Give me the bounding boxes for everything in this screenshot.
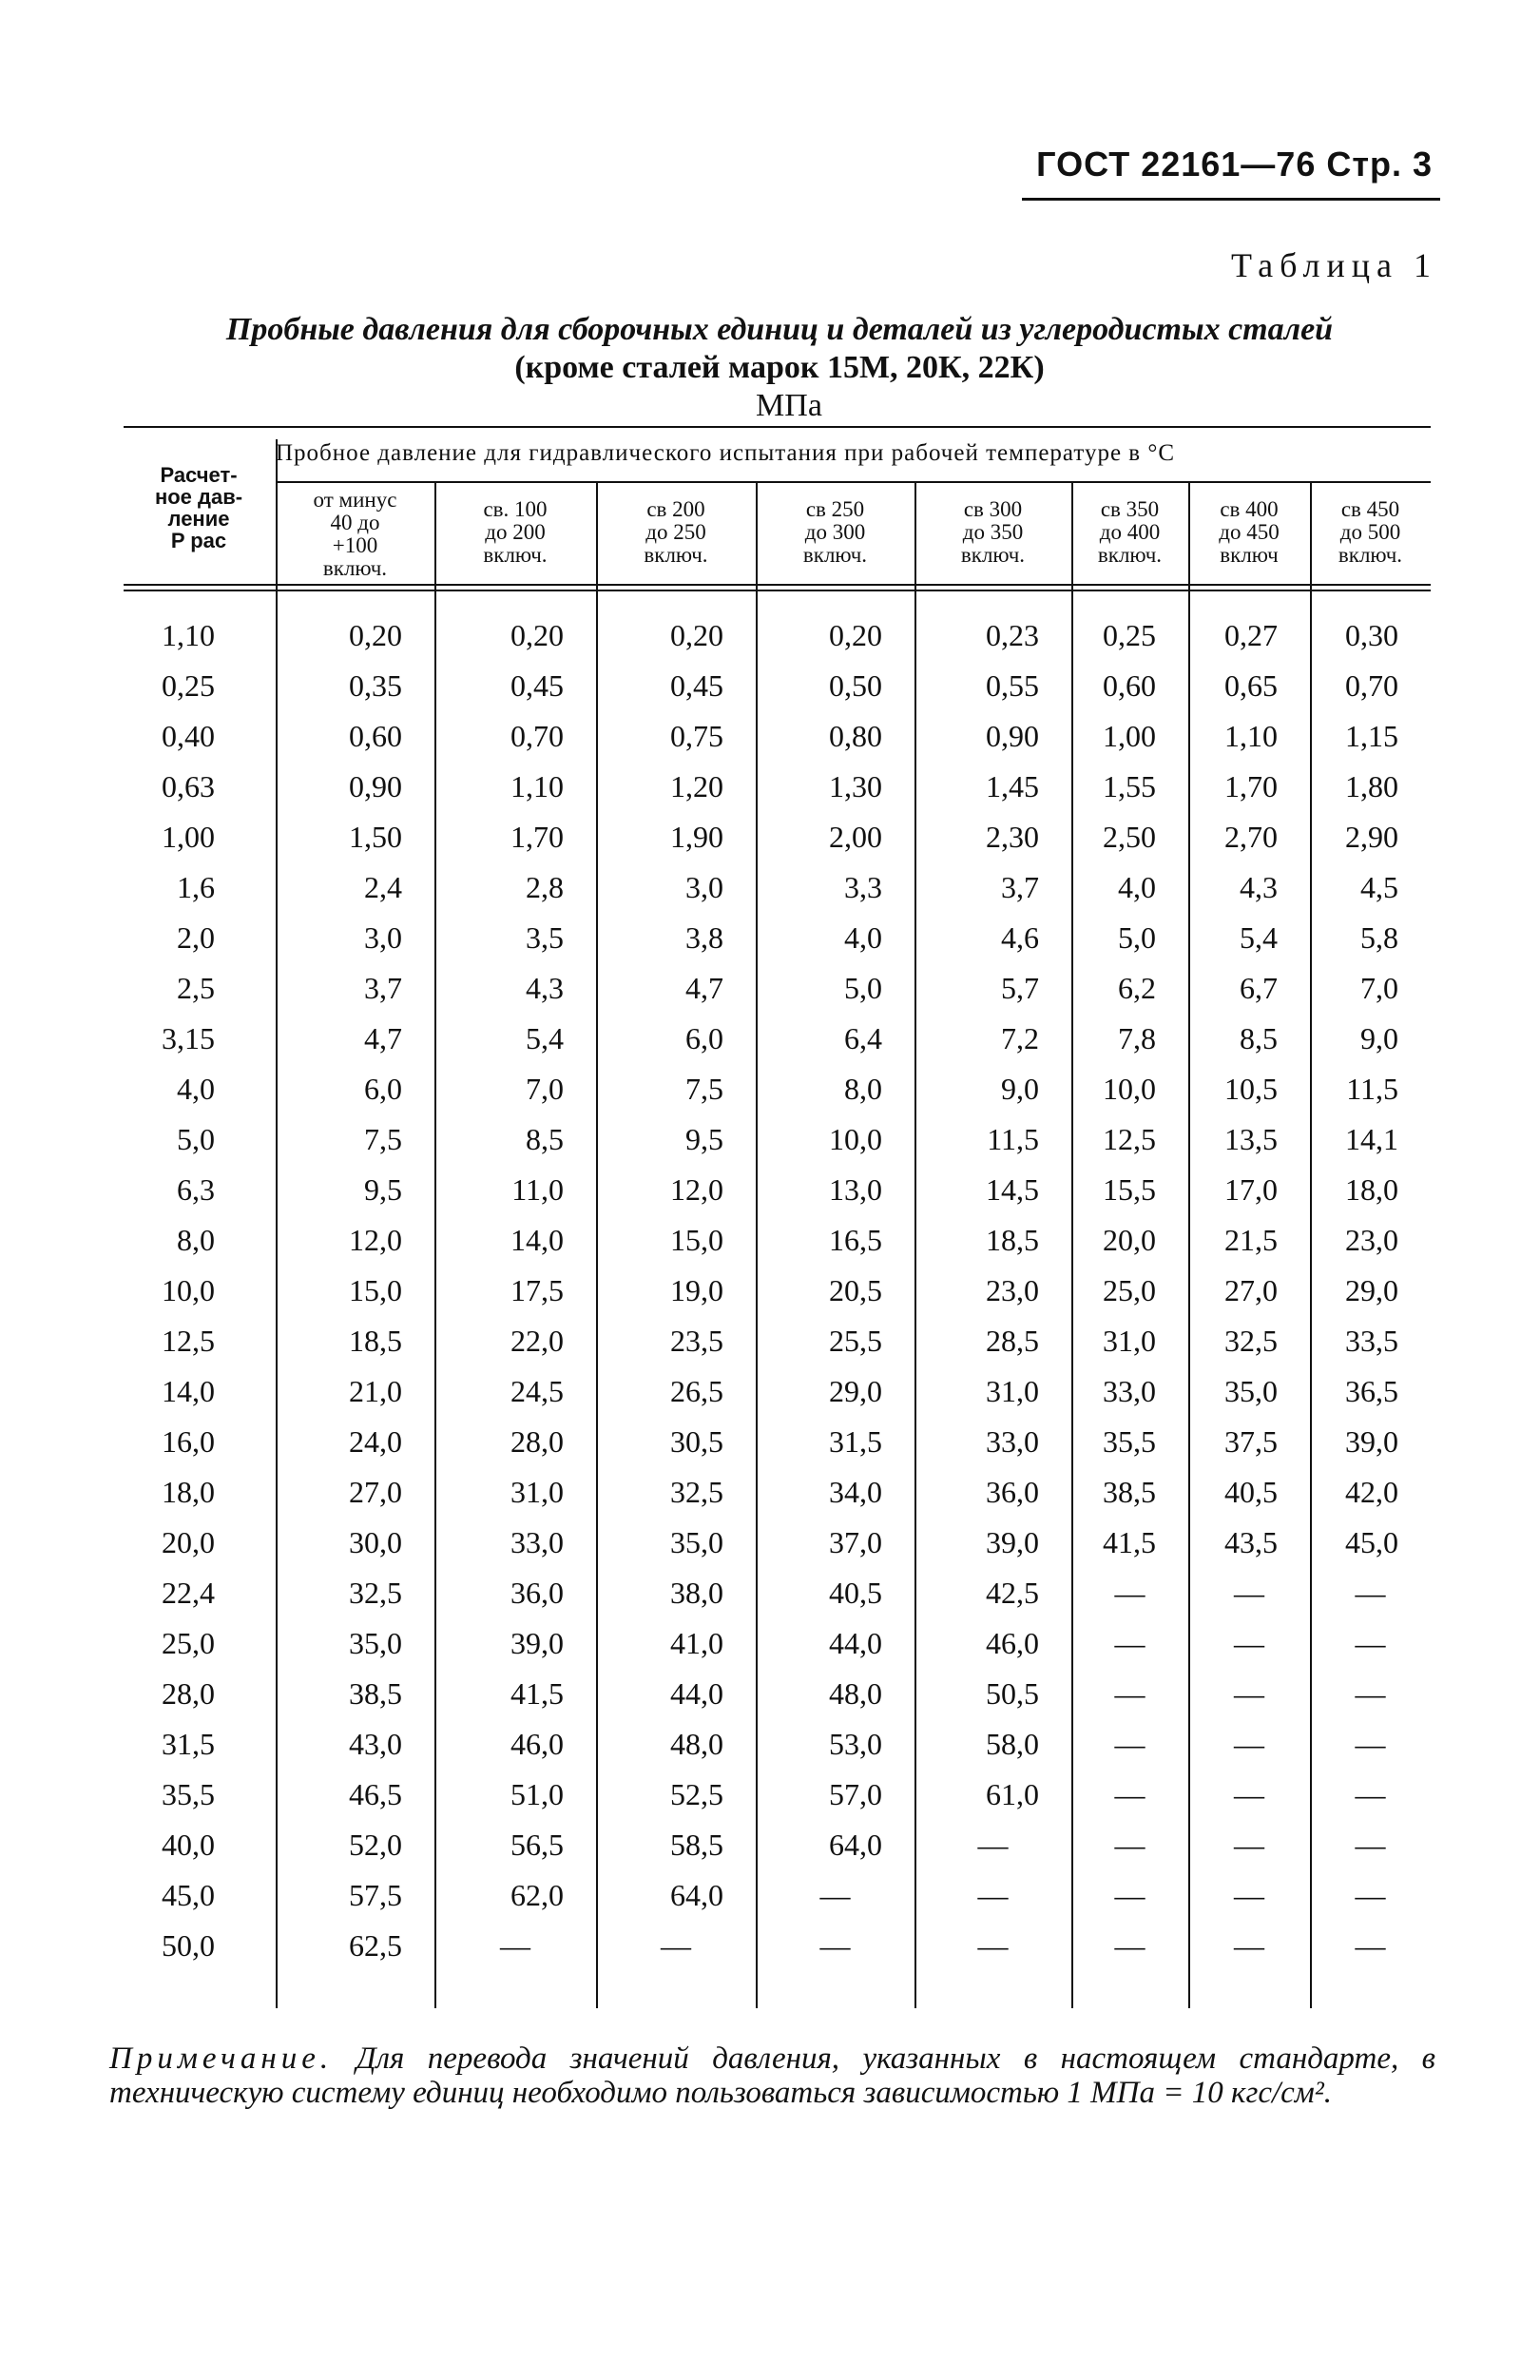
test-pressure-cell: — [1114, 1576, 1145, 1610]
test-pressure-cell: 7,8 [1118, 1021, 1156, 1055]
test-pressure-cell: 30,0 [349, 1525, 402, 1559]
test-pressure-cell: 14,1 [1345, 1122, 1398, 1156]
test-pressure-cell: 5,0 [844, 971, 882, 1005]
test-pressure-cell: 18,5 [986, 1223, 1039, 1257]
test-pressure-cell: 42,5 [986, 1576, 1039, 1610]
temp-header-line: св 300 [963, 497, 1023, 521]
calc-pressure-cell: 0,63 [162, 769, 215, 803]
test-pressure-cell: 38,5 [1103, 1475, 1156, 1509]
calc-pressure-cell: 12,5 [162, 1324, 215, 1358]
test-pressure-cell: 0,90 [986, 719, 1039, 753]
test-pressure-cell: 3,7 [364, 971, 402, 1005]
test-pressure-cell: 11,5 [1346, 1072, 1398, 1106]
test-pressure-cell: 43,5 [1224, 1525, 1278, 1559]
test-pressure-cell: 1,90 [670, 820, 723, 854]
test-pressure-cell: — [1114, 1828, 1145, 1862]
test-pressure-cell: 39,0 [986, 1525, 1039, 1559]
test-pressure-cell: 1,70 [510, 820, 564, 854]
document-header [1022, 143, 1440, 201]
test-pressure-cell: 1,10 [1224, 719, 1278, 753]
test-pressure-cell: 3,3 [844, 870, 882, 904]
test-pressure-cell: 17,0 [1224, 1172, 1278, 1207]
test-pressure-cell: 35,5 [1103, 1424, 1156, 1459]
test-pressure-cell: 10,0 [1103, 1072, 1156, 1106]
test-pressure-cell: 38,5 [349, 1676, 402, 1711]
test-pressure-cell: 39,0 [1345, 1424, 1398, 1459]
test-pressure-cell: — [1355, 1626, 1386, 1660]
temp-header-line: включ. [802, 543, 868, 568]
test-pressure-cell: 1,30 [829, 769, 882, 803]
test-pressure-cell: — [1234, 1928, 1264, 1963]
test-pressure-cell: 52,0 [349, 1828, 402, 1862]
table-title-line2: (кроме сталей марок 15М, 20К, 22К) [514, 350, 1045, 385]
test-pressure-cell: 8,5 [526, 1122, 564, 1156]
test-pressure-cell: 29,0 [1345, 1273, 1398, 1307]
test-pressure-cell: 1,50 [349, 820, 402, 854]
test-pressure-cell: 1,00 [1103, 719, 1156, 753]
test-pressure-cell: — [1114, 1676, 1145, 1711]
test-pressure-cell: 56,5 [510, 1828, 564, 1862]
test-pressure-cell: 64,0 [829, 1828, 882, 1862]
test-pressure-cell: 38,0 [670, 1576, 723, 1610]
test-pressure-cell: 20,5 [829, 1273, 882, 1307]
test-pressure-cell: 0,50 [829, 668, 882, 703]
calc-pressure-cell: 22,4 [162, 1576, 215, 1610]
test-pressure-cell: 32,5 [670, 1475, 723, 1509]
temp-column-header [598, 498, 754, 567]
test-pressure-cell: 21,5 [1224, 1223, 1278, 1257]
first-col-header-line: ление [167, 507, 230, 532]
test-pressure-cell: 15,0 [349, 1273, 402, 1307]
test-pressure-cell: 18,0 [1345, 1172, 1398, 1207]
test-pressure-cell: 0,55 [986, 668, 1039, 703]
test-pressure-cell: 39,0 [510, 1626, 564, 1660]
test-pressure-cell: 41,5 [1103, 1525, 1156, 1559]
test-pressure-cell: 3,5 [526, 920, 564, 955]
test-pressure-cell: — [1355, 1676, 1386, 1711]
test-pressure-cell: 4,0 [844, 920, 882, 955]
test-pressure-cell: 19,0 [670, 1273, 723, 1307]
test-pressure-cell: 64,0 [670, 1878, 723, 1912]
test-pressure-cell: 1,55 [1103, 769, 1156, 803]
temp-header-line: до 400 [1099, 520, 1161, 545]
pressure-table [124, 426, 1431, 2006]
table-title-line1: Пробные давления для сборочных единиц и деталей из углеродистых сталей [225, 312, 1334, 347]
test-pressure-cell: 3,8 [685, 920, 723, 955]
test-pressure-cell: 5,8 [1360, 920, 1398, 955]
header-bottom-rule [124, 584, 1431, 586]
test-pressure-cell: 46,0 [986, 1626, 1039, 1660]
test-pressure-cell: 23,0 [986, 1273, 1039, 1307]
test-pressure-cell: 0,35 [349, 668, 402, 703]
test-pressure-cell: 14,0 [510, 1223, 564, 1257]
test-pressure-cell: 57,5 [349, 1878, 402, 1912]
calc-pressure-cell: 14,0 [162, 1374, 215, 1408]
test-pressure-cell: 27,0 [349, 1475, 402, 1509]
test-pressure-cell: 0,70 [510, 719, 564, 753]
test-pressure-cell: 4,7 [685, 971, 723, 1005]
test-pressure-cell: 40,5 [829, 1576, 882, 1610]
test-pressure-cell: 4,5 [1360, 870, 1398, 904]
test-pressure-cell: — [977, 1828, 1009, 1862]
temp-header-line: включ. [1097, 543, 1163, 568]
calc-pressure-cell: 6,3 [177, 1172, 215, 1207]
test-pressure-cell: 0,23 [986, 618, 1039, 652]
test-pressure-cell: — [1234, 1576, 1264, 1610]
test-pressure-cell: 4,3 [1240, 870, 1278, 904]
test-pressure-cell: 44,0 [670, 1676, 723, 1711]
test-pressure-cell: 2,70 [1224, 820, 1278, 854]
temp-column-header [1312, 498, 1429, 567]
test-pressure-cell: 0,20 [349, 618, 402, 652]
test-pressure-cell: 1,20 [670, 769, 723, 803]
test-pressure-cell: 26,5 [670, 1374, 723, 1408]
temp-header-line: св 400 [1220, 497, 1279, 521]
temp-header-line: св. 100 [483, 497, 548, 521]
test-pressure-cell: 43,0 [349, 1727, 402, 1761]
temp-header-line: до 500 [1339, 520, 1401, 545]
calc-pressure-cell: 1,6 [177, 870, 215, 904]
temp-column-header [278, 489, 433, 581]
test-pressure-cell: — [819, 1878, 851, 1912]
test-pressure-cell: 1,45 [986, 769, 1039, 803]
test-pressure-cell: 57,0 [829, 1777, 882, 1811]
temp-header-line: включ. [483, 543, 548, 568]
test-pressure-span-header: Пробное давление для гидравлического испытания при рабочей температуре в °C [276, 440, 1176, 466]
test-pressure-cell: 46,0 [510, 1727, 564, 1761]
test-pressure-cell: 5,0 [1118, 920, 1156, 955]
test-pressure-cell: 30,5 [670, 1424, 723, 1459]
calc-pressure-cell: 35,5 [162, 1777, 215, 1811]
temp-header-line: до 250 [645, 520, 706, 545]
test-pressure-cell: — [1114, 1727, 1145, 1761]
test-pressure-cell: 11,5 [987, 1122, 1039, 1156]
test-pressure-cell: 3,0 [685, 870, 723, 904]
test-pressure-cell: 3,0 [364, 920, 402, 955]
test-pressure-cell: 48,0 [829, 1676, 882, 1711]
test-pressure-cell: 17,5 [510, 1273, 564, 1307]
test-pressure-cell: 0,45 [510, 668, 564, 703]
test-pressure-cell: — [500, 1928, 530, 1963]
test-pressure-cell: 4,3 [526, 971, 564, 1005]
temp-header-line: до 350 [962, 520, 1024, 545]
test-pressure-cell: 1,70 [1224, 769, 1278, 803]
temp-header-line: включ. [1338, 543, 1403, 568]
test-pressure-cell: 44,0 [829, 1626, 882, 1660]
calc-pressure-header [124, 464, 274, 551]
test-pressure-cell: 32,5 [1224, 1324, 1278, 1358]
temp-header-line: св 200 [646, 497, 705, 521]
temp-header-line: включ. [644, 543, 708, 568]
first-col-header-line: Расчет- [160, 463, 238, 487]
test-pressure-cell: 18,5 [349, 1324, 402, 1358]
temp-header-line: включ. [322, 556, 388, 581]
temp-column-header [1073, 498, 1186, 567]
table-top-rule [124, 426, 1431, 428]
test-pressure-cell: 2,90 [1345, 820, 1398, 854]
test-pressure-cell: 0,80 [829, 719, 882, 753]
test-pressure-cell: 0,27 [1224, 618, 1278, 652]
temp-header-line: до 450 [1219, 520, 1280, 545]
test-pressure-cell: — [977, 1878, 1009, 1912]
temp-column-header [436, 498, 594, 567]
test-pressure-cell: 24,0 [349, 1424, 402, 1459]
test-pressure-cell: — [977, 1928, 1009, 1963]
test-pressure-cell: 50,5 [986, 1676, 1039, 1711]
test-pressure-cell: 35,0 [1224, 1374, 1278, 1408]
temp-header-line: до 200 [485, 520, 546, 545]
test-pressure-cell: 37,5 [1224, 1424, 1278, 1459]
test-pressure-cell: 7,0 [526, 1072, 564, 1106]
test-pressure-cell: 14,5 [986, 1172, 1039, 1207]
temp-header-line: включ [1220, 543, 1279, 568]
test-pressure-cell: 24,5 [510, 1374, 564, 1408]
temp-header-line: до 300 [804, 520, 866, 545]
test-pressure-cell: 51,0 [510, 1777, 564, 1811]
test-pressure-cell: 28,5 [986, 1324, 1039, 1358]
test-pressure-cell: 0,30 [1345, 618, 1398, 652]
test-pressure-cell: 4,0 [1118, 870, 1156, 904]
test-pressure-cell: 2,00 [829, 820, 882, 854]
test-pressure-cell: 29,0 [829, 1374, 882, 1408]
test-pressure-cell: 31,0 [1103, 1324, 1156, 1358]
test-pressure-cell: 31,5 [829, 1424, 882, 1459]
test-pressure-cell: 13,0 [829, 1172, 882, 1207]
test-pressure-cell: 33,0 [1103, 1374, 1156, 1408]
test-pressure-cell: 31,0 [986, 1374, 1039, 1408]
test-pressure-cell: 0,90 [349, 769, 402, 803]
calc-pressure-cell: 2,5 [177, 971, 215, 1005]
test-pressure-cell: 61,0 [986, 1777, 1039, 1811]
test-pressure-cell: 2,8 [526, 870, 564, 904]
test-pressure-cell: 1,10 [510, 769, 564, 803]
test-pressure-cell: 32,5 [349, 1576, 402, 1610]
calc-pressure-cell: 20,0 [162, 1525, 215, 1559]
table-note [109, 2042, 1435, 2110]
table-unit: МПа [756, 388, 822, 423]
test-pressure-cell: 12,5 [1103, 1122, 1156, 1156]
test-pressure-cell: 0,65 [1224, 668, 1278, 703]
test-pressure-cell: 1,15 [1345, 719, 1398, 753]
test-pressure-cell: 1,80 [1345, 769, 1398, 803]
test-pressure-cell: 0,25 [1103, 618, 1156, 652]
test-pressure-cell: 41,0 [670, 1626, 723, 1660]
note-text: Для перевода значений давления, указанных в настоящем стандарте, в техническую систему единиц необходимо пользоваться зависимостью 1 МПа = 10 кгс/см². [109, 2041, 1435, 2110]
test-pressure-cell: 27,0 [1224, 1273, 1278, 1307]
calc-pressure-cell: 10,0 [162, 1273, 215, 1307]
temp-header-line: св 350 [1100, 497, 1160, 521]
test-pressure-cell: 12,0 [670, 1172, 723, 1207]
test-pressure-cell: 0,70 [1345, 668, 1398, 703]
test-pressure-cell: 4,6 [1001, 920, 1039, 955]
test-pressure-cell: 0,20 [510, 618, 564, 652]
test-pressure-cell: 40,5 [1224, 1475, 1278, 1509]
temp-header-line: +100 [332, 533, 378, 558]
test-pressure-cell: 58,0 [986, 1727, 1039, 1761]
test-pressure-cell: 0,75 [670, 719, 723, 753]
test-pressure-cell: 35,0 [349, 1626, 402, 1660]
test-pressure-cell: — [1234, 1727, 1264, 1761]
calc-pressure-cell: 1,10 [162, 618, 215, 652]
test-pressure-cell: 15,0 [670, 1223, 723, 1257]
test-pressure-cell: — [661, 1928, 691, 1963]
temp-header-line: св 450 [1340, 497, 1400, 521]
test-pressure-cell: 31,0 [510, 1475, 564, 1509]
test-pressure-cell: 33,0 [510, 1525, 564, 1559]
test-pressure-cell: — [1355, 1576, 1386, 1610]
calc-pressure-cell: 5,0 [177, 1122, 215, 1156]
test-pressure-cell: 0,60 [1103, 668, 1156, 703]
calc-pressure-cell: 16,0 [162, 1424, 215, 1459]
test-pressure-cell: — [1114, 1777, 1145, 1811]
test-pressure-cell: 62,5 [349, 1928, 402, 1963]
test-pressure-cell: — [819, 1928, 851, 1963]
test-pressure-cell: 10,5 [1224, 1072, 1278, 1106]
calc-pressure-cell: 40,0 [162, 1828, 215, 1862]
test-pressure-cell: — [1234, 1878, 1264, 1912]
test-pressure-cell: — [1114, 1878, 1145, 1912]
test-pressure-cell: 58,5 [670, 1828, 723, 1862]
test-pressure-cell: 5,7 [1001, 971, 1039, 1005]
test-pressure-cell: 0,20 [829, 618, 882, 652]
test-pressure-cell: 5,4 [526, 1021, 564, 1055]
calc-pressure-cell: 25,0 [162, 1626, 215, 1660]
test-pressure-cell: 3,7 [1001, 870, 1039, 904]
test-pressure-cell: — [1355, 1878, 1386, 1912]
test-pressure-cell: — [1234, 1676, 1264, 1711]
calc-pressure-cell: 2,0 [177, 920, 215, 955]
test-pressure-cell: 21,0 [349, 1374, 402, 1408]
calc-pressure-cell: 18,0 [162, 1475, 215, 1509]
temp-header-line: от минус [313, 488, 397, 512]
test-pressure-cell: 5,4 [1240, 920, 1278, 955]
table-label: Таблица 1 [1231, 246, 1437, 284]
test-pressure-cell: 23,0 [1345, 1223, 1398, 1257]
temp-header-line: включ. [960, 543, 1026, 568]
header-sub-rule [276, 481, 1431, 483]
test-pressure-cell: — [1234, 1828, 1264, 1862]
temp-column-header [1190, 498, 1308, 567]
test-pressure-cell: — [1114, 1928, 1145, 1963]
test-pressure-cell: 7,0 [1360, 971, 1398, 1005]
test-pressure-cell: 6,2 [1118, 971, 1156, 1005]
test-pressure-cell: 20,0 [1103, 1223, 1156, 1257]
test-pressure-cell: 36,0 [986, 1475, 1039, 1509]
calc-pressure-cell: 0,25 [162, 668, 215, 703]
calc-pressure-cell: 4,0 [177, 1072, 215, 1106]
test-pressure-cell: 52,5 [670, 1777, 723, 1811]
test-pressure-cell: 6,7 [1240, 971, 1278, 1005]
calc-pressure-cell: 28,0 [162, 1676, 215, 1711]
first-col-header-line: ное дав- [154, 485, 243, 510]
test-pressure-cell: 8,0 [844, 1072, 882, 1106]
test-pressure-cell: 4,7 [364, 1021, 402, 1055]
test-pressure-cell: 7,5 [364, 1122, 402, 1156]
test-pressure-cell: 9,5 [364, 1172, 402, 1207]
test-pressure-cell: — [1114, 1626, 1145, 1660]
test-pressure-cell: 33,5 [1345, 1324, 1398, 1358]
test-pressure-cell: 9,0 [1001, 1072, 1039, 1106]
test-pressure-cell: 37,0 [829, 1525, 882, 1559]
test-pressure-cell: 46,5 [349, 1777, 402, 1811]
test-pressure-cell: 6,0 [685, 1021, 723, 1055]
test-pressure-cell: 2,30 [986, 820, 1039, 854]
test-pressure-cell: 41,5 [510, 1676, 564, 1711]
calc-pressure-cell: 1,00 [162, 820, 215, 854]
calc-pressure-cell: 50,0 [162, 1928, 215, 1963]
test-pressure-cell: 6,0 [364, 1072, 402, 1106]
calc-pressure-cell: 0,40 [162, 719, 215, 753]
test-pressure-cell: 33,0 [986, 1424, 1039, 1459]
test-pressure-cell: 36,0 [510, 1576, 564, 1610]
test-pressure-cell: 36,5 [1345, 1374, 1398, 1408]
test-pressure-cell: — [1355, 1777, 1386, 1811]
note-label: Примечание. [109, 2041, 334, 2076]
temp-header-line: 40 до [330, 511, 380, 535]
test-pressure-cell: — [1234, 1626, 1264, 1660]
test-pressure-cell: 2,4 [364, 870, 402, 904]
test-pressure-cell: 9,5 [685, 1122, 723, 1156]
header-bottom-rule-2 [124, 590, 1431, 591]
calc-pressure-cell: 3,15 [162, 1021, 215, 1055]
test-pressure-cell: 16,5 [829, 1223, 882, 1257]
test-pressure-cell: 22,0 [510, 1324, 564, 1358]
test-pressure-cell: 28,0 [510, 1424, 564, 1459]
test-pressure-cell: 53,0 [829, 1727, 882, 1761]
test-pressure-cell: 2,50 [1103, 820, 1156, 854]
test-pressure-cell: 11,0 [511, 1172, 564, 1207]
test-pressure-cell: 0,60 [349, 719, 402, 753]
test-pressure-cell: 0,20 [670, 618, 723, 652]
doc-reference: ГОСТ 22161—76 Стр. 3 [1036, 145, 1433, 184]
calc-pressure-cell: 8,0 [177, 1223, 215, 1257]
test-pressure-cell: 10,0 [829, 1122, 882, 1156]
test-pressure-cell: — [1234, 1777, 1264, 1811]
test-pressure-cell: 23,5 [670, 1324, 723, 1358]
test-pressure-cell: 6,4 [844, 1021, 882, 1055]
test-pressure-cell: 12,0 [349, 1223, 402, 1257]
test-pressure-cell: 15,5 [1103, 1172, 1156, 1207]
test-pressure-cell: 7,2 [1001, 1021, 1039, 1055]
test-pressure-cell: 0,45 [670, 668, 723, 703]
test-pressure-cell: 7,5 [685, 1072, 723, 1106]
test-pressure-cell: — [1355, 1928, 1386, 1963]
temp-column-header [916, 498, 1069, 567]
test-pressure-cell: 25,5 [829, 1324, 882, 1358]
test-pressure-cell: 35,0 [670, 1525, 723, 1559]
test-pressure-cell: — [1355, 1828, 1386, 1862]
test-pressure-cell: 42,0 [1345, 1475, 1398, 1509]
test-pressure-cell: 8,5 [1240, 1021, 1278, 1055]
temp-column-header [758, 498, 913, 567]
test-pressure-cell: 25,0 [1103, 1273, 1156, 1307]
test-pressure-cell: 62,0 [510, 1878, 564, 1912]
test-pressure-cell: — [1355, 1727, 1386, 1761]
test-pressure-cell: 9,0 [1360, 1021, 1398, 1055]
calc-pressure-cell: 31,5 [162, 1727, 215, 1761]
test-pressure-cell: 45,0 [1345, 1525, 1398, 1559]
test-pressure-cell: 34,0 [829, 1475, 882, 1509]
temp-header-line: св 250 [805, 497, 865, 521]
first-col-header-line: P рас [170, 529, 227, 553]
calc-pressure-cell: 45,0 [162, 1878, 215, 1912]
test-pressure-cell: 48,0 [670, 1727, 723, 1761]
test-pressure-cell: 13,5 [1224, 1122, 1278, 1156]
